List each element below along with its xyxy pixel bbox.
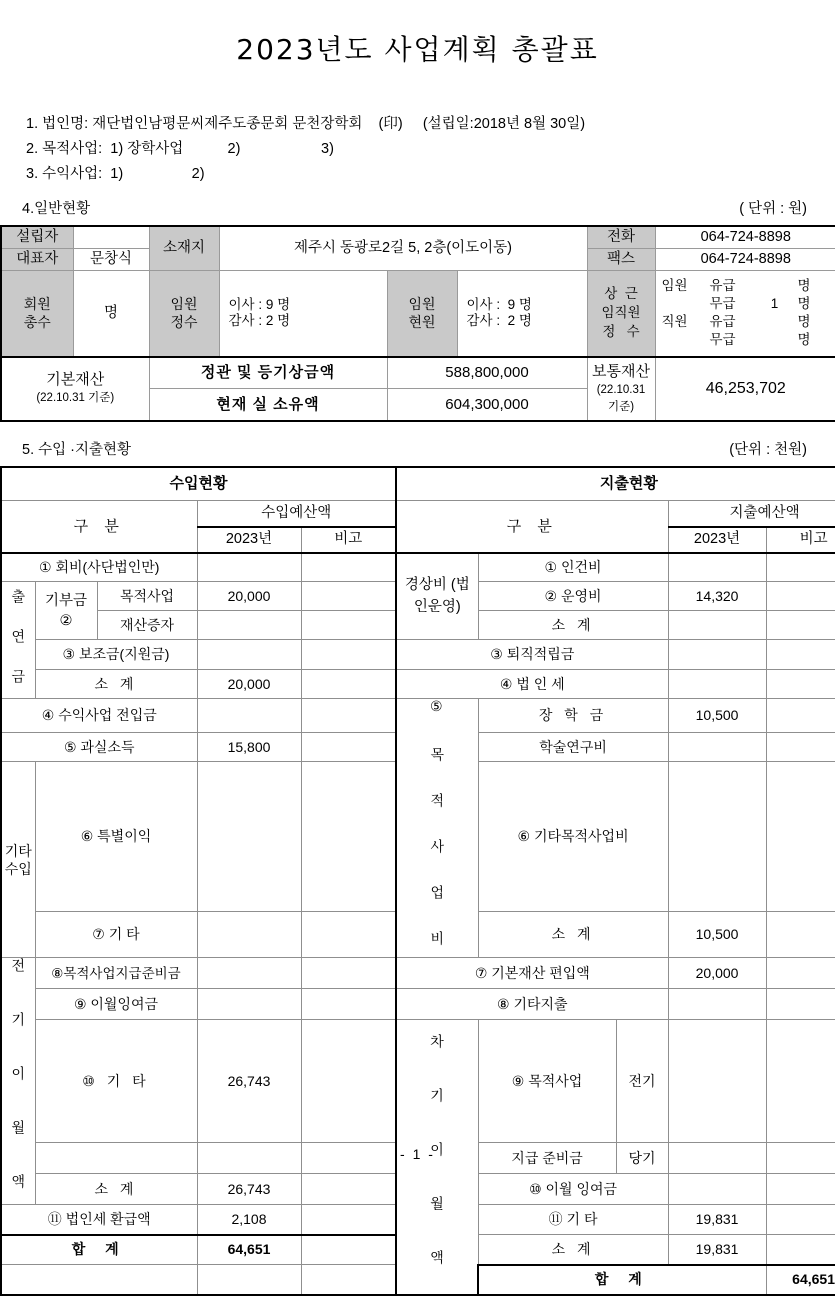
expense-item-value <box>668 989 766 1020</box>
standing-who <box>656 295 707 313</box>
expense-item-value: 19,831 <box>668 1235 766 1265</box>
income-total-label: 합 계 <box>1 1235 197 1265</box>
expense-item-name: 장 학 금 <box>478 699 668 733</box>
phone-value: 064-724-8898 <box>655 226 835 249</box>
income-item-name: ⑨ 이월잉여금 <box>35 989 197 1020</box>
income-item-value <box>197 553 301 582</box>
income-item-note <box>301 912 396 958</box>
income-item-name: 목적사업 <box>97 582 197 611</box>
expense-item-name: ⑧ 기타지출 <box>396 989 668 1020</box>
income-item-note <box>301 958 396 989</box>
expense-item-name: ① 인건비 <box>478 553 668 582</box>
income-group-other <box>1 762 35 958</box>
ordinary-asset-date: (22.10.31 기준) <box>596 383 646 413</box>
expense-item-sub: 전기 <box>616 1020 668 1143</box>
expense-note-label: 비고 <box>766 527 835 553</box>
income-group-donation-text: 기부금 ② <box>44 592 88 629</box>
income-item-name: ⑩ 기 타 <box>35 1020 197 1143</box>
founder-label: 설립자 <box>1 226 73 249</box>
officer-quota-label-text: 임원 정수 <box>170 296 198 331</box>
section4-heading: 4.일반현황 <box>22 201 91 217</box>
income-item-name: ⑤ 과실소득 <box>1 733 197 762</box>
income-division-label: 구 분 <box>1 501 197 553</box>
expense-item-value <box>668 611 766 640</box>
table-row <box>1 553 835 582</box>
income-item-note <box>301 640 396 670</box>
expense-item-value: 10,500 <box>668 912 766 958</box>
standing-count <box>755 313 795 331</box>
expense-item-name: ⑩ 이월 잉여금 <box>478 1174 668 1205</box>
expense-group-next-carry-text: 차 기 이 월 액 <box>429 1033 446 1276</box>
standing-unit: 명 <box>797 296 811 312</box>
expense-item-value: 20,000 <box>668 958 766 989</box>
income-item-name: 소 계 <box>35 1174 197 1205</box>
section5-heading: 5. 수입 ·지출현황 <box>22 441 132 458</box>
income-item-note <box>301 989 396 1020</box>
expense-item-note <box>766 1174 835 1205</box>
income-filler <box>1 1265 197 1295</box>
corporation-name-line <box>26 112 835 137</box>
standing-unit: 명 <box>797 314 811 330</box>
standing-row <box>656 277 835 295</box>
basic-asset-date: (22.10.31 기준) <box>36 392 115 404</box>
income-group-contribution-text: 출 연 금 <box>10 588 27 688</box>
income-note-label: 비고 <box>301 527 396 553</box>
header-info-block <box>0 68 835 187</box>
table-row <box>1 699 835 733</box>
income-item-name: 재산증자 <box>97 611 197 640</box>
income-item-name: ④ 수익사업 전입금 <box>1 699 197 733</box>
section4-heading-row <box>0 187 835 221</box>
officer-quota-value <box>219 271 387 357</box>
purpose-item3-no: 3) <box>321 141 334 157</box>
basic-asset-label-text: 기본재산 <box>46 371 105 388</box>
income-year-label: 2023년 <box>197 527 301 553</box>
standing-unit: 명 <box>797 332 811 348</box>
section4-unit: ( 단위 : 원) <box>739 201 807 217</box>
income-item-note <box>301 553 396 582</box>
income-item-value <box>197 611 301 640</box>
standing-type: 유급 <box>709 314 736 330</box>
expense-total-value: 64,651 <box>766 1265 835 1295</box>
corporation-name-label: 1. 법인명: <box>26 116 89 132</box>
income-item-name: ⑧목적사업지급준비금 <box>35 958 197 989</box>
expense-item-name: 소 계 <box>478 1235 668 1265</box>
profit-business-label: 3. 수익사업: <box>26 166 103 182</box>
articles-amount-value: 588,800,000 <box>387 357 587 389</box>
ordinary-asset-value: 46,253,702 <box>655 357 835 421</box>
corporation-name-value: 재단법인남평문씨제주도종문회 문천장학회 <box>92 116 363 132</box>
expense-item-name: 소 계 <box>478 912 668 958</box>
income-item-note <box>301 582 396 611</box>
table-row <box>1 271 835 357</box>
income-item-note <box>301 1205 396 1235</box>
income-item-name: ⑦ 기 타 <box>35 912 197 958</box>
expense-item-value <box>668 640 766 670</box>
profit-business-line <box>26 162 835 187</box>
income-item-value: 26,743 <box>197 1020 301 1143</box>
expense-item-value: 19,831 <box>668 1205 766 1235</box>
expense-item-note <box>766 611 835 640</box>
table-row <box>1 226 835 249</box>
expense-budget-label: 지출예산액 <box>668 501 835 527</box>
income-item-value <box>197 640 301 670</box>
page-footer: - 1 - <box>400 1146 435 1162</box>
purpose-item1-value: 장학사업 <box>127 141 184 157</box>
income-group-prev-carry <box>1 958 35 1205</box>
table-header-row <box>1 467 835 501</box>
expense-item-note <box>766 670 835 699</box>
purpose-business-line <box>26 137 835 162</box>
officer-current-label-text: 임원 현원 <box>408 296 436 331</box>
profit-item2-no: 2) <box>191 166 205 182</box>
income-item-note <box>301 670 396 699</box>
income-item-note <box>301 1020 396 1143</box>
standing-type: 무급 <box>709 332 736 348</box>
section5-unit: (단위 : 천원) <box>729 441 807 458</box>
expense-item-note <box>766 1020 835 1143</box>
ordinary-asset-label-text: 보통재산 <box>592 362 650 380</box>
expense-item-note <box>766 553 835 582</box>
table-row <box>1 357 835 389</box>
purpose-business-label: 2. 목적사업: <box>26 141 103 157</box>
standing-row <box>656 295 835 313</box>
table-header-row <box>1 501 835 527</box>
income-section-header: 수입현황 <box>1 467 396 501</box>
expense-item-name: 소 계 <box>478 611 668 640</box>
expense-item-name: ⑥ 기타목적사업비 <box>478 762 668 912</box>
income-group-other-text: 기타 수입 <box>4 842 32 877</box>
officer-quota-label <box>149 271 219 357</box>
purpose-item1-no: 1) <box>110 141 124 157</box>
expense-item-note <box>766 958 835 989</box>
income-filler-note <box>301 1265 396 1295</box>
income-item-value <box>197 699 301 733</box>
expense-item-value <box>668 670 766 699</box>
standing-row <box>656 331 835 349</box>
member-total-label-text: 회원 총수 <box>23 296 51 331</box>
table-row <box>1 1020 835 1143</box>
expense-item-value: 10,500 <box>668 699 766 733</box>
standing-count <box>755 331 795 349</box>
member-total-label <box>1 271 73 357</box>
expense-item-note <box>766 1235 835 1265</box>
expense-item-note <box>766 912 835 958</box>
purpose-item2-no: 2) <box>227 141 241 157</box>
income-item-name: ⑪ 법인세 환급액 <box>1 1205 197 1235</box>
table-row <box>1 958 835 989</box>
standing-who: 임원 <box>661 278 688 294</box>
income-item-value <box>197 762 301 912</box>
income-item-note <box>301 733 396 762</box>
expense-item-name: ⑨ 목적사업 <box>478 1020 616 1143</box>
representative-value: 문창식 <box>73 249 149 271</box>
expense-item-value <box>668 762 766 912</box>
expense-item-name: 지급 준비금 <box>478 1143 616 1174</box>
income-item-value <box>197 989 301 1020</box>
expense-item-name: ⑦ 기본재산 편입액 <box>396 958 668 989</box>
income-item-value: 26,743 <box>197 1174 301 1205</box>
expense-item-note <box>766 762 835 912</box>
income-budget-label: 수입예산액 <box>197 501 396 527</box>
articles-amount-label: 정관 및 등기상금액 <box>149 357 387 389</box>
expense-item-value <box>668 733 766 762</box>
phone-label: 전화 <box>587 226 655 249</box>
expense-group-purpose-text: ⑤ 목 적 사 업 비 <box>429 699 446 953</box>
standing-type: 무급 <box>709 296 736 312</box>
expense-item-note <box>766 733 835 762</box>
income-total-note <box>301 1235 396 1265</box>
income-group-prev-carry-text: 전 기 이 월 액 <box>10 958 27 1200</box>
income-item-value: 20,000 <box>197 670 301 699</box>
current-owned-label: 현재 실 소유액 <box>149 389 387 421</box>
basic-asset-label <box>1 357 149 421</box>
fax-label: 팩스 <box>587 249 655 271</box>
income-item-note <box>301 762 396 912</box>
expense-item-note <box>766 1205 835 1235</box>
income-filler-value <box>197 1265 301 1295</box>
income-total-value: 64,651 <box>197 1235 301 1265</box>
income-group-contribution <box>1 582 35 699</box>
income-item-name: 소 계 <box>35 670 197 699</box>
expense-item-note <box>766 989 835 1020</box>
officer-quota-value-text: 이사 : 9 명 감사 : 2 명 <box>228 297 291 329</box>
table-row <box>1 670 835 699</box>
standing-row <box>656 313 835 331</box>
standing-count: 1 <box>770 296 779 312</box>
expense-group-operating <box>396 553 478 640</box>
income-item-value <box>197 912 301 958</box>
standing-type: 유급 <box>709 278 736 294</box>
page-title: 2023년도 사업계획 총괄표 <box>236 33 599 66</box>
standing-staff-values <box>655 271 835 357</box>
expense-total-label: 합 계 <box>478 1265 766 1295</box>
member-total-value: 명 <box>73 271 149 357</box>
expense-item-name: ④ 법 인 세 <box>396 670 668 699</box>
seal-mark: (印) <box>378 116 403 132</box>
expense-item-value <box>668 1020 766 1143</box>
expense-item-sub: 당기 <box>616 1143 668 1174</box>
table-row <box>1 640 835 670</box>
representative-label: 대표자 <box>1 249 73 271</box>
expense-item-value <box>668 1174 766 1205</box>
expense-item-note <box>766 582 835 611</box>
income-item-value: 20,000 <box>197 582 301 611</box>
expense-group-purpose <box>396 699 478 958</box>
current-owned-value: 604,300,000 <box>387 389 587 421</box>
officer-current-label <box>387 271 457 357</box>
expense-item-name: ⑪ 기 타 <box>478 1205 668 1235</box>
income-item-note <box>301 699 396 733</box>
ordinary-asset-label <box>587 357 655 421</box>
income-item-note <box>301 611 396 640</box>
standing-who: 직원 <box>661 314 688 330</box>
officer-current-value <box>457 271 587 357</box>
expense-item-name: 학술연구비 <box>478 733 668 762</box>
income-item-value <box>197 958 301 989</box>
expense-item-value: 14,320 <box>668 582 766 611</box>
expense-item-note <box>766 699 835 733</box>
standing-who <box>656 331 707 349</box>
founded-date: (설립일:2018년 8월 30일) <box>422 116 586 132</box>
expense-group-operating-text: 경상비 (법인운영) <box>404 577 470 616</box>
location-value: 제주시 동광로2길 5, 2층(이도이동) <box>219 226 587 271</box>
income-group-donation <box>35 582 97 640</box>
standing-staff-label-text: 상 근 임직원 정 수 <box>601 285 641 339</box>
income-item-note <box>301 1174 396 1205</box>
standing-count <box>755 277 795 295</box>
general-status-table <box>0 225 835 422</box>
profit-item1-no: 1) <box>110 166 124 182</box>
standing-staff-label <box>587 271 655 357</box>
expense-item-name: ② 운영비 <box>478 582 668 611</box>
income-expenditure-table <box>0 466 835 1296</box>
expense-division-label: 구 분 <box>396 501 668 553</box>
officer-current-value-text: 이사 : 9 명 감사 : 2 명 <box>466 297 532 329</box>
standing-unit: 명 <box>797 278 811 294</box>
expense-item-name: ③ 퇴직적립금 <box>396 640 668 670</box>
location-label: 소재지 <box>149 226 219 271</box>
expense-section-header: 지출현황 <box>396 467 835 501</box>
founder-value <box>73 226 149 249</box>
table-row <box>1 989 835 1020</box>
income-item-value: 15,800 <box>197 733 301 762</box>
income-item-name: ⑥ 특별이익 <box>35 762 197 912</box>
income-item-name: ① 회비(사단법인만) <box>1 553 197 582</box>
section5-heading-row <box>0 422 835 462</box>
fax-value: 064-724-8898 <box>655 249 835 271</box>
expense-item-value <box>668 553 766 582</box>
income-item-name: ③ 보조금(지원금) <box>35 640 197 670</box>
expense-item-note <box>766 640 835 670</box>
expense-year-label: 2023년 <box>668 527 766 553</box>
income-item-value: 2,108 <box>197 1205 301 1235</box>
